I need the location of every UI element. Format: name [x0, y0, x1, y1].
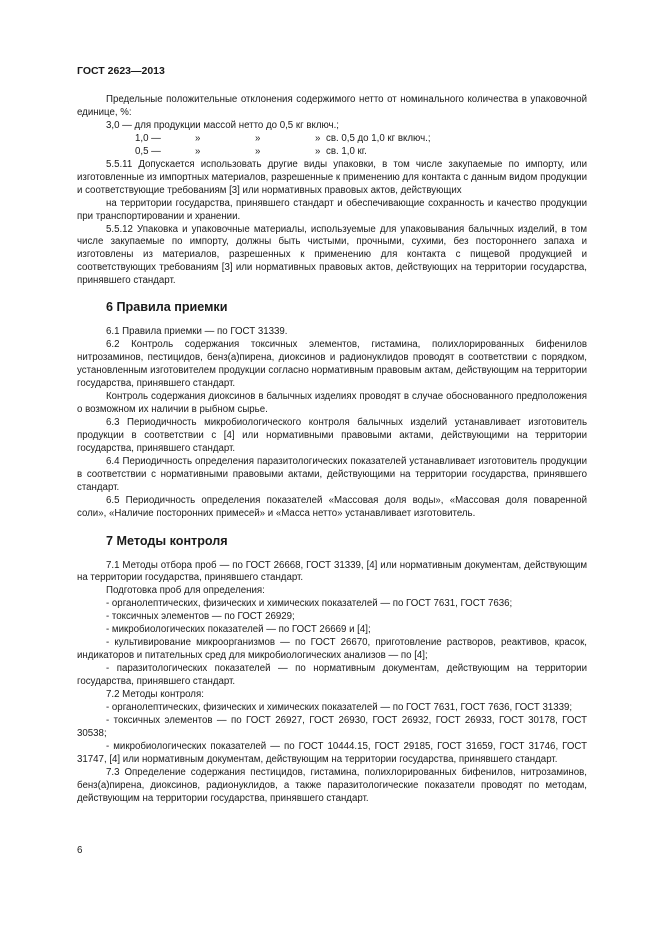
sample-prep-item: - паразитологических показателей — по нормативным документам, действующим на территории государства, принявшего стандарт.: [77, 663, 587, 688]
clause-6-2: 6.2 Контроль содержания токсичных элементов, гистамина, полихлорированных бифенилов нитрозаминов, пестицидов, бенз(а)пирена, диоксинов и радионуклидов проводят в соответствии с порядком, установленным изготовителем продукции согласно нормативным правовым актам, действующим на территории государства, принявшего стандарт.: [77, 339, 587, 390]
document-header: ГОСТ 2623—2013: [77, 65, 165, 77]
sample-prep-item: - микробиологических показателей — по ГОСТ 26669 и [4];: [106, 624, 371, 636]
tolerance-row-2: 1,0 — » » » св. 0,5 до 1,0 кг включ.;: [135, 132, 431, 144]
sample-prep-item: - культивирование микроорганизмов — по ГОСТ 26670, приготовление растворов, реактивов, красок, индикаторов и питательных сред для микробиологических анализов — по [4];: [77, 637, 587, 662]
document-body: [77, 94, 587, 806]
clause-6-1: 6.1 Правила приемки — по ГОСТ 31339.: [106, 326, 288, 338]
method-item: - токсичных элементов — по ГОСТ 26927, ГОСТ 26930, ГОСТ 26932, ГОСТ 26933, ГОСТ 30178, ГОСТ 30538;: [77, 714, 587, 739]
clause-5-5-11-cont: на территории государства, принявшего стандарт и обеспечивающие сохранность и качество продукции при транспортировании и хранении.: [77, 197, 587, 222]
tolerance-row-3: 0,5 — » » » св. 1,0 кг.: [135, 145, 367, 157]
clause-6-5: 6.5 Периодичность определения показателей «Массовая доля воды», «Массовая доля поваренной соли», «Наличие посторонних примесей» и «Масса нетто» устанавливает изготовитель.: [77, 494, 587, 519]
tolerance-intro: Предельные положительные отклонения содержимого нетто от номинального количества в упаковочной единице, %:: [77, 94, 587, 118]
clause-5-5-12: 5.5.12 Упаковка и упаковочные материалы, используемые для упаковывания балычных изделий, в том числе закупаемые по импорту, должны быть чистыми, прочными, сухими, без постороннего запаха и изготовлены из материалов, разрешенных к применению для контакта с пищевой продукцией и соответствующих требованиям [3] или нормативных правовых актов, действующих на территории государства, принявшего стандарт.: [77, 223, 587, 287]
section-6-title: 6 Правила приемки: [106, 300, 228, 315]
clause-6-3: 6.3 Периодичность микробиологического контроля балычных изделий устанавливает изготовитель продукции в соответствии с [4] или нормативными правовыми актами, действующими на территории государства, принявшего стандарт.: [77, 416, 587, 454]
clause-6-2-note: Контроль содержания диоксинов в балычных изделиях проводят в случае обоснованного предположения о возможном их наличии в рыбном сырье.: [77, 391, 587, 415]
tolerance-row-1: 3,0 — для продукции массой нетто до 0,5 кг включ.;: [106, 119, 339, 131]
method-item: - органолептических, физических и химических показателей — по ГОСТ 7631, ГОСТ 7636, ГОСТ 31339;: [106, 701, 573, 713]
page-number: 6: [77, 845, 83, 856]
sample-prep-heading: Подготовка проб для определения:: [106, 585, 265, 597]
clause-7-2: 7.2 Методы контроля:: [106, 689, 204, 701]
section-7-title: 7 Методы контроля: [106, 533, 228, 548]
sample-prep-item: - токсичных элементов — по ГОСТ 26929;: [106, 611, 295, 623]
method-item: - микробиологических показателей — по ГОСТ 10444.15, ГОСТ 29185, ГОСТ 31659, ГОСТ 31746, ГОСТ 31747, [4] или нормативным документам, действующим на территории государства, принявшего стандарт.: [77, 740, 587, 765]
clause-7-3: 7.3 Определение содержания пестицидов, гистамина, полихлорированных бифенилов, нитрозаминов, бенз(а)пирена, диоксинов, радионуклидов, а также паразитологические показатели проводят по методам, действующим на территории государства, принявшего стандарт.: [77, 766, 587, 804]
sample-prep-item: - органолептических, физических и химических показателей — по ГОСТ 7631, ГОСТ 7636;: [106, 598, 513, 610]
clause-5-5-11: 5.5.11 Допускается использовать другие виды упаковки, в том числе закупаемые по импорту, или изготовленные из импортных материалов, разрешенные к применению для контакта с данным видом продукции и соответствующие требованиям [3] или нормативных правовых актов, действующих: [77, 158, 587, 196]
clause-7-1: 7.1 Методы отбора проб — по ГОСТ 26668, ГОСТ 31339, [4] или нормативным документам, действующим на территории государства, принявшего стандарт.: [77, 559, 587, 584]
clause-6-4: 6.4 Периодичность определения паразитологических показателей устанавливает изготовитель продукции в соответствии с нормативными правовыми актами, действующими на территории государства, принявшего стандарт.: [77, 455, 587, 493]
